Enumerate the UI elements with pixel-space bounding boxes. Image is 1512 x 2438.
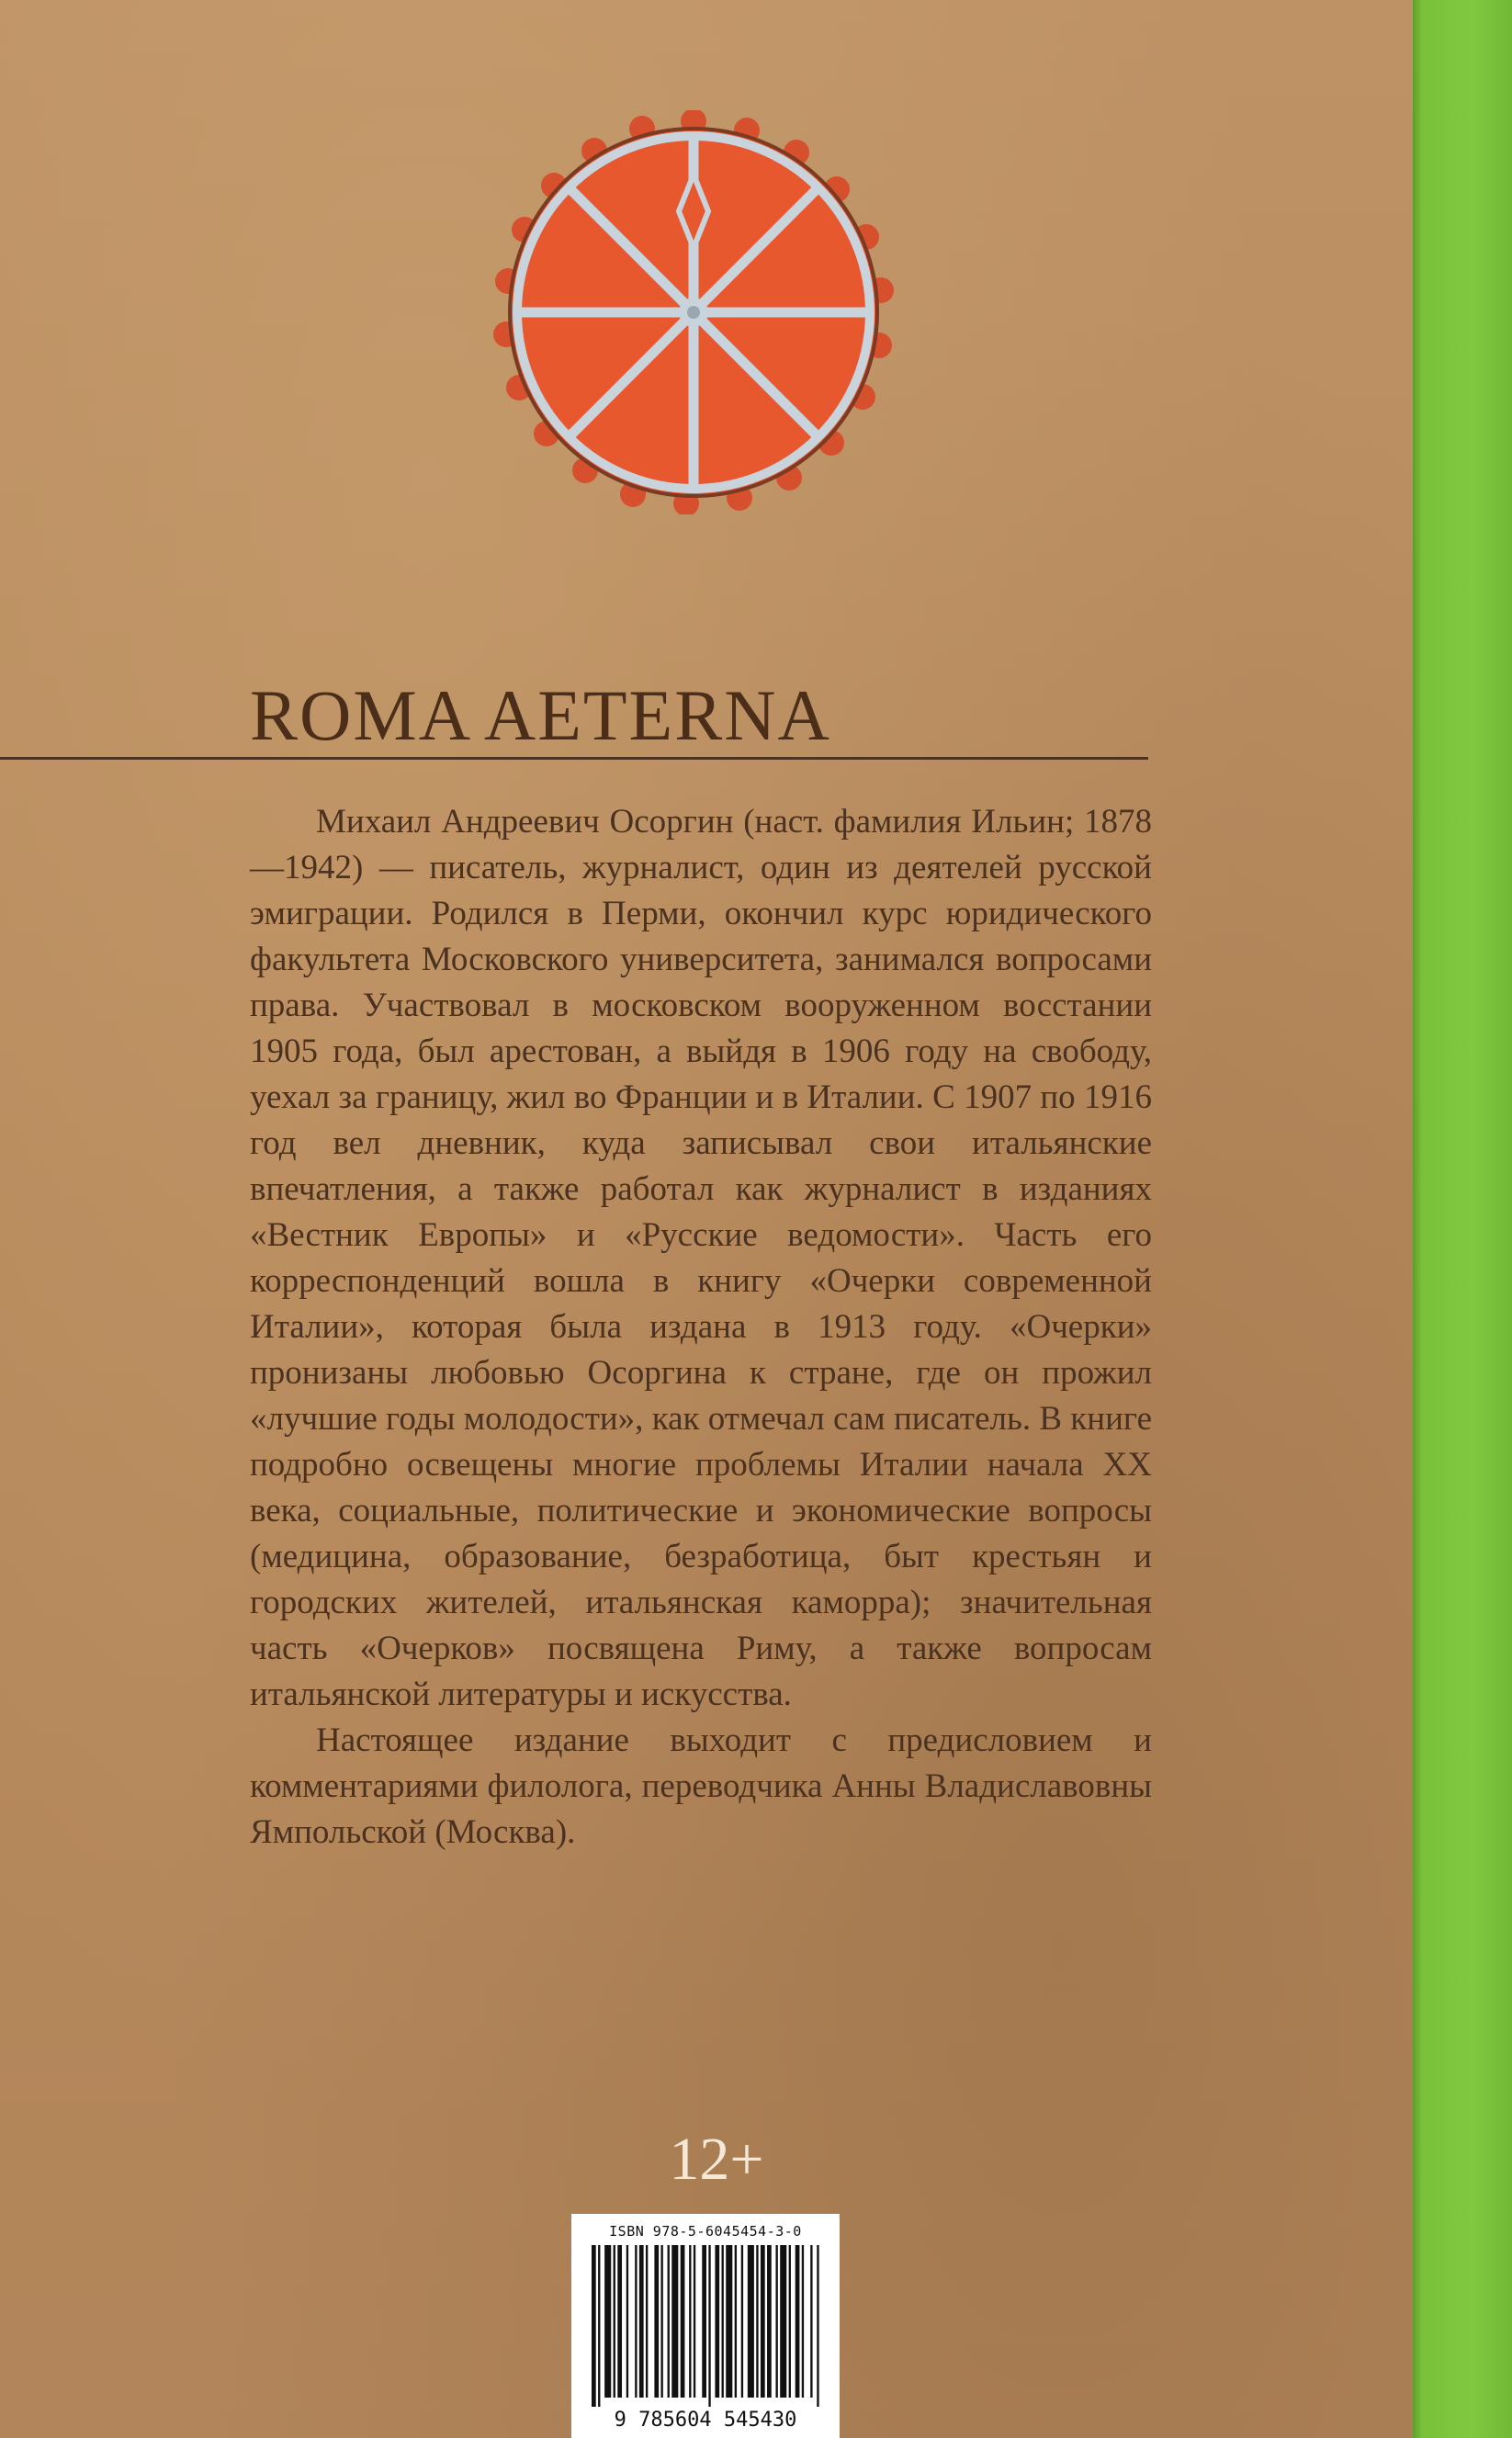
barcode-bar bbox=[748, 2245, 754, 2398]
barcode-bar bbox=[668, 2245, 670, 2398]
barcode-bar bbox=[689, 2245, 691, 2398]
title-divider bbox=[0, 757, 1148, 760]
barcode-bar bbox=[722, 2245, 724, 2398]
barcode-bar bbox=[802, 2245, 804, 2398]
barcode-bar bbox=[789, 2245, 791, 2398]
barcode-bar bbox=[761, 2245, 765, 2398]
barcode-digits: 9 785604 545430 bbox=[614, 2409, 797, 2432]
barcode-bar bbox=[635, 2245, 637, 2398]
barcode-bar bbox=[681, 2245, 685, 2398]
annotation-text bbox=[250, 799, 1152, 1856]
barcode-bar bbox=[715, 2245, 719, 2398]
barcode-bar bbox=[810, 2245, 812, 2398]
series-title: ROMA AETERNA bbox=[250, 675, 831, 755]
barcode-icon bbox=[590, 2245, 823, 2407]
barcode-bar bbox=[671, 2245, 678, 2398]
barcode-bar bbox=[626, 2245, 628, 2398]
barcode-bar bbox=[639, 2245, 644, 2398]
barcode-bar bbox=[735, 2245, 737, 2398]
barcode-bar bbox=[795, 2245, 800, 2398]
annotation-paragraph-2: Настоящее издание выходит с предисловием и комментариями филолога, переводчика Анны Владиславовны Ямпольской (Москва). bbox=[250, 1721, 1152, 1851]
barcode-bar bbox=[654, 2245, 659, 2398]
isbn-text: ISBN 978-5-6045454-3-0 bbox=[609, 2223, 802, 2240]
spine-edge bbox=[1413, 0, 1512, 2438]
barcode-bar bbox=[614, 2245, 615, 2398]
barcode-bar bbox=[780, 2245, 786, 2398]
barcode-bar bbox=[708, 2245, 710, 2407]
annotation-paragraph-1: Михаил Андреевич Осоргин (наст. фамилия Ильин; 1878—1942) — писатель, журналист, один из деятелей русской эмиграции. Родился в Перми, окончил курс юридического факультета Московского университета, занимался вопросами права. Участвовал в московском вооруженном восстании 1905 года, был арестован, а выйдя в 1906 году на свободу, уехал за границу, жил во Франции и в Италии. С 1907 по 1916 год вел дневник, куда записывал свои итальянские впечатления, а также работал как журналист в изданиях «Вестник Европы» и «Русские ведомости». Часть его корреспонденций вошла в книгу «Очерки современной Италии», которая была издана в 1913 году. «Очерки» пронизаны любовью Осоргина к стране, где он прожил «лучшие годы молодости», как отмечал сам писатель. В книге подробно освещены многие проблемы Италии начала XX века, социальные, политические и экономические вопросы (медицина, образование, безработица, быт крестьян и городских жителей, итальянская каморра); значительная часть «Очерков» посвящена Риму, а также вопросам итальянской литературы и искусства. bbox=[250, 803, 1152, 1713]
rosette-wheel-icon bbox=[491, 110, 896, 514]
barcode-bar bbox=[646, 2245, 648, 2398]
barcode-bar bbox=[767, 2245, 772, 2398]
age-rating-badge: 12+ bbox=[669, 2126, 764, 2193]
barcode-bar bbox=[726, 2245, 732, 2398]
barcode-bar bbox=[598, 2245, 600, 2407]
barcode-bar bbox=[660, 2245, 662, 2398]
barcode-bar bbox=[756, 2245, 758, 2398]
barcode-label bbox=[571, 2214, 840, 2438]
barcode-bar bbox=[592, 2245, 596, 2407]
barcode-bar bbox=[604, 2245, 611, 2398]
barcode-bar bbox=[817, 2245, 818, 2407]
barcode-bar bbox=[694, 2245, 695, 2398]
barcode-bar bbox=[702, 2245, 706, 2398]
barcode-bar bbox=[617, 2245, 622, 2398]
barcode-bar bbox=[741, 2245, 743, 2398]
barcode-bar bbox=[775, 2245, 777, 2398]
